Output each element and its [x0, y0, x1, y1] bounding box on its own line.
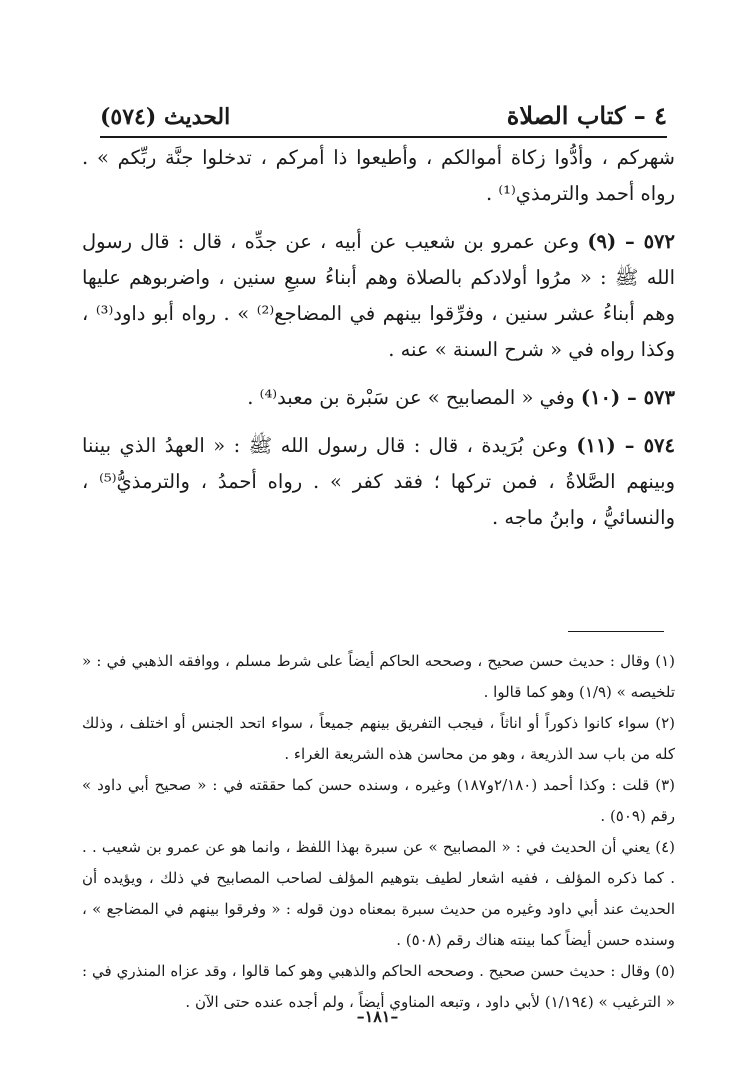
hadith-572: [82, 224, 675, 368]
footnote-5: (٥) وقال : حديث حسن صحيح . وصححه الحاكم والذهبي وهو كما قالوا ، وقد عزاه المنذري في : « الترغيب » (١/١٩٤) لأبي داود ، وتبعه المناوي أيضاً ، ولم أجده عنده حتى الآن .: [82, 962, 675, 1011]
page-number: –١٨١–: [356, 1007, 399, 1026]
footnote-4: (٤) يعني أن الحديث في : « المصابيح » عن سبرة بهذا اللفظ ، وانما هو عن عمرو بن شعيب . . . كما ذكره المؤلف ، ففيه اشعار لطيف بتوهيم المؤلف لصاحب المصابيح في ذلك ، ويؤيده أن الحديث عند أبي داود وغيره من حديث سبرة بمعناه دون قوله : « وفرقوا بينهم في المضاجع » ، وسنده حسن أيضاً كما بينته هناك رقم (٥٠٨) .: [82, 838, 675, 949]
chapter-title: ٤ – كتاب الصلاة: [506, 101, 667, 130]
footnote-divider: [568, 631, 664, 632]
running-header: [100, 86, 667, 138]
hadith-text: وعن عمرو بن شعيب عن أبيه ، عن جدِّه ، قال : قال رسول الله ﷺ : « مرُوا أولادكم بالصلاة وهم أبناءُ سبعِ سنين ، واضربوهم عليها وهم أبناءُ عشر سنين ، وفرِّقوا بينهم في المضاجع⁽²⁾ » . رواه أبو داود⁽³⁾ ، وكذا رواه في « شرح السنة » عنه .: [82, 230, 675, 361]
footnote-1: (١) وقال : حديث حسن صحيح ، وصححه الحاكم أيضاً على شرط مسلم ، ووافقه الذهبي في : « تلخيصه » (١/٩) وهو كما قالوا .: [82, 652, 675, 701]
footnotes: [82, 646, 675, 1018]
footnote-3: (٣) قلت : وكذا أحمد (٢/١٨٠و١٨٧) وغيره ، وسنده حسن كما حققته في : « صحيح أبي داود » رقم (٥٠٩) .: [82, 776, 675, 825]
hadith-number: ٥٧٣ – (١٠): [580, 386, 675, 409]
main-text: [82, 140, 675, 548]
hadith-reference: الحديث (٥٧٤): [100, 104, 231, 130]
footnote-2: (٢) سواء كانوا ذكوراً أو اناثاً ، فيجب التفريق بينهم جميعاً ، سواء اتحد الجنس أو اختلف ، وذلك كله من باب سد الذريعة ، وهو من محاسن هذه الشريعة الغراء .: [82, 714, 675, 763]
hadith-text: وعن بُرَيدة ، قال : قال رسول الله ﷺ : « العهدُ الذي بيننا وبينهم الصَّلاةُ ، فمن تركها ؛ فقد كفر » . رواه أحمدُ ، والترمذيُّ⁽⁵⁾ ، والنسائيُّ ، وابنُ ماجه .: [82, 434, 675, 529]
hadith-573: [82, 380, 675, 416]
continuation-paragraph: شهركم ، وأدُّوا زكاة أموالكم ، وأطيعوا ذا أمركم ، تدخلوا جنَّة ربِّكم » . رواه أحمد والترمذي⁽¹⁾ .: [82, 146, 675, 205]
hadith-number: ٥٧٢ – (٩): [587, 230, 675, 253]
hadith-number: ٥٧٤ – (١١): [576, 434, 675, 457]
hadith-574: [82, 428, 675, 536]
hadith-text: وفي « المصابيح » عن سَبْرة بن معبد⁽⁴⁾ .: [247, 386, 575, 409]
